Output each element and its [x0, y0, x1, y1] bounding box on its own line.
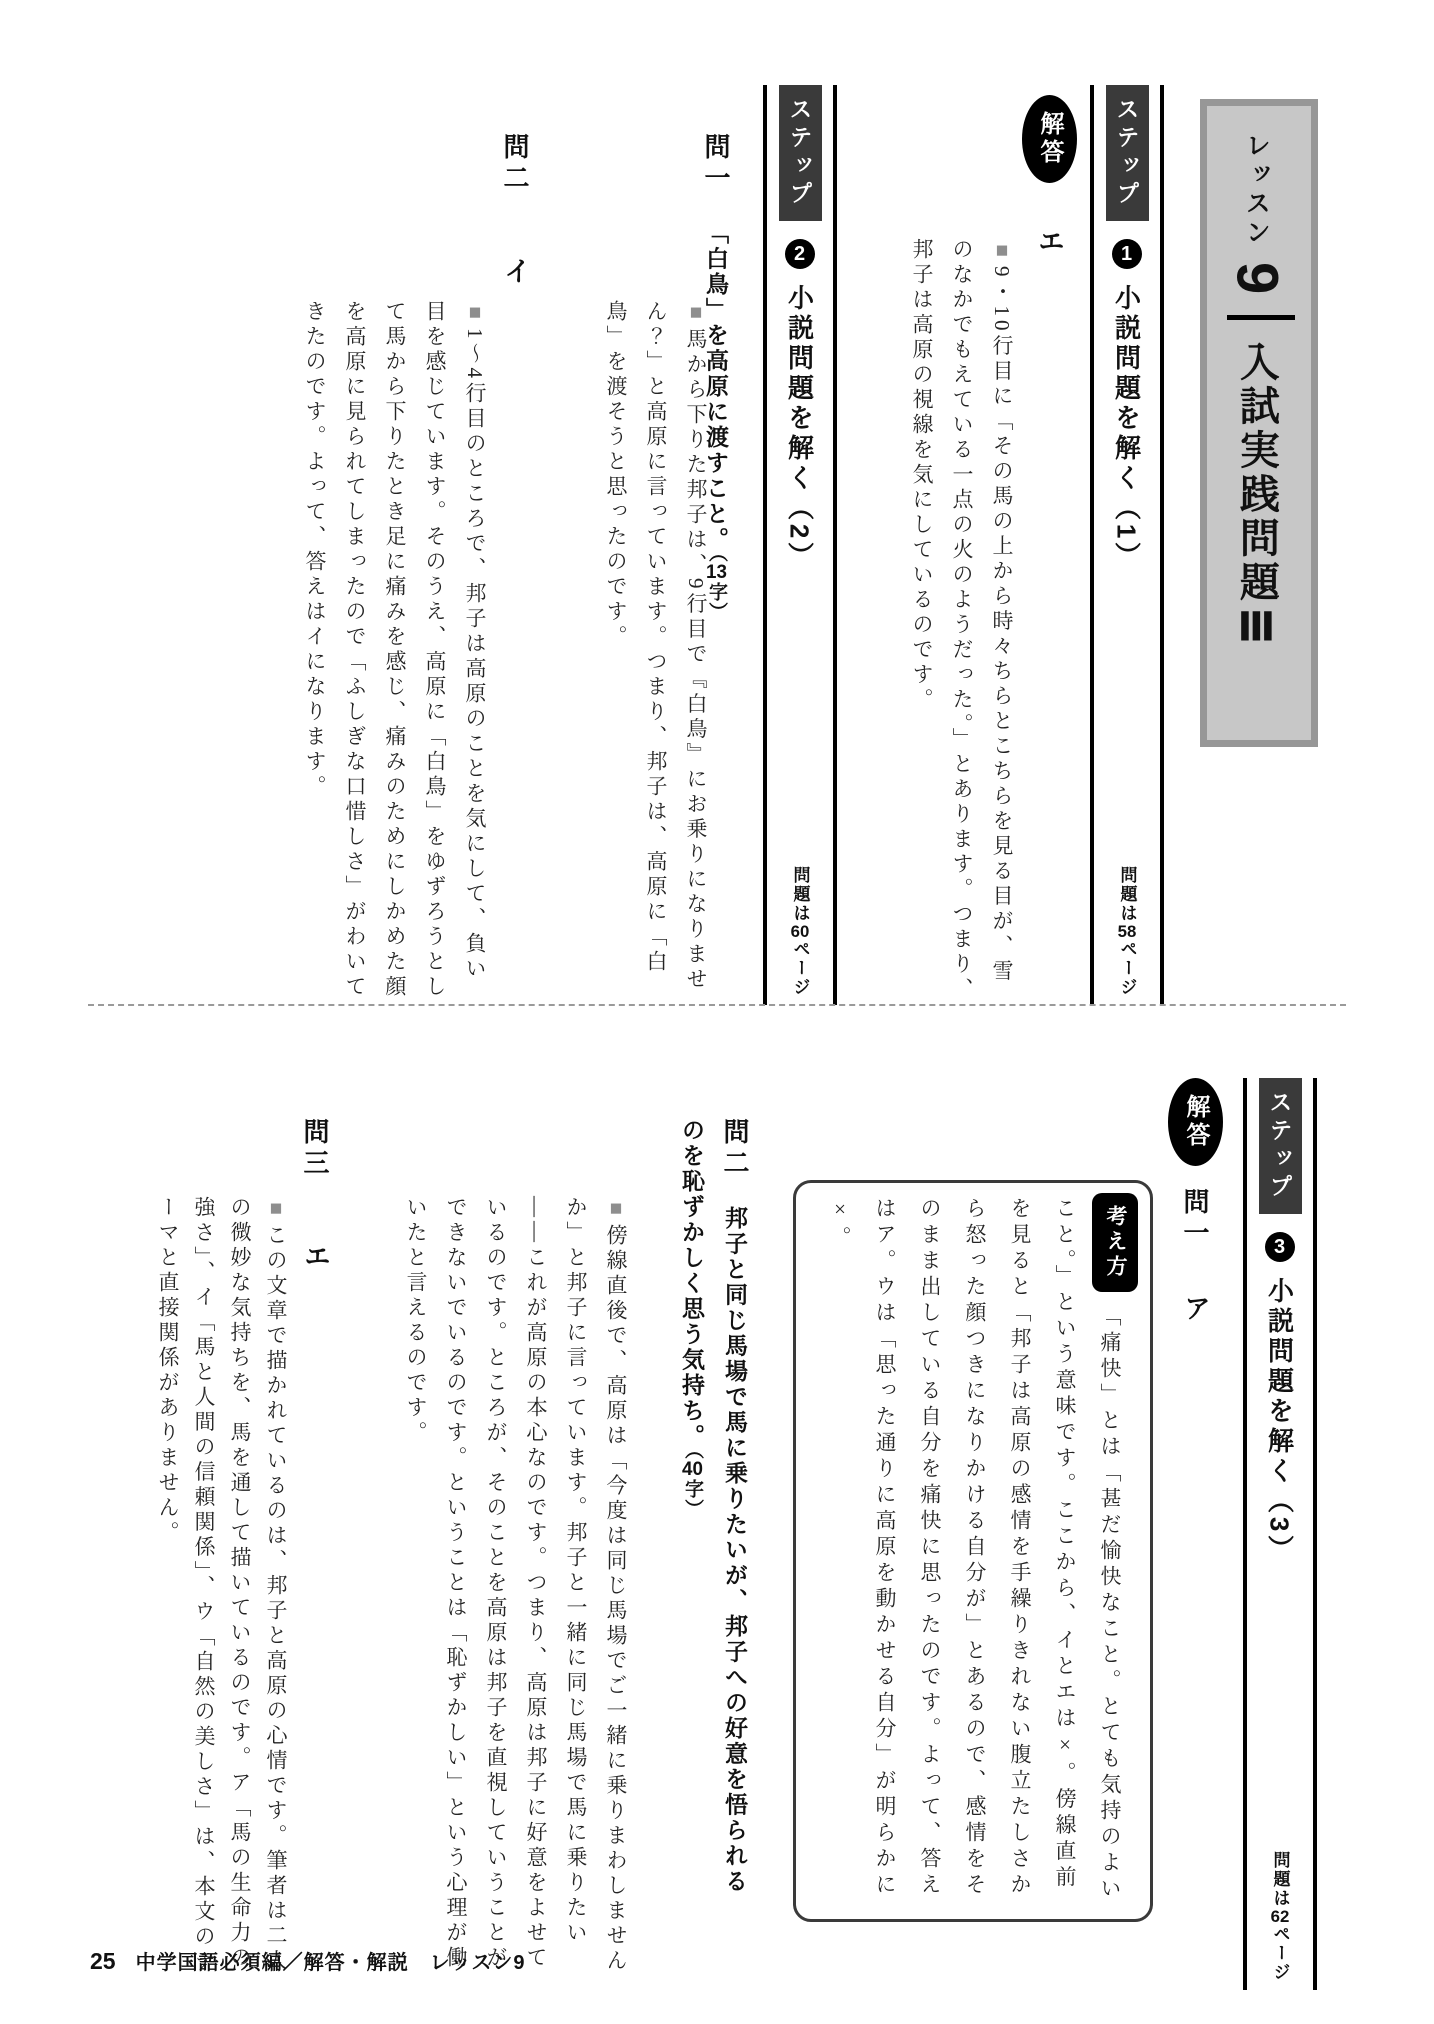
answer3-column [1168, 1078, 1223, 1418]
step1-title: 小説問題を解く（1） [1111, 283, 1142, 573]
count-number: 40 [682, 1460, 703, 1479]
question2-explanation [288, 300, 495, 1006]
paragraph-marker: ■ [684, 300, 708, 328]
page-ref-number: 58 [1117, 923, 1137, 940]
question2-answer-line [496, 133, 535, 453]
question3-answer-line [296, 1118, 335, 1438]
answer3-question-label: 問一 [1180, 1188, 1210, 1250]
question3-explanation [146, 1196, 294, 1990]
page-ref-number: 62 [1270, 1908, 1290, 1925]
step2-number-icon: 2 [785, 239, 815, 269]
kaito-badge: 解答 [1168, 1078, 1223, 1166]
question2b-explanation-text: 傍線直後で、高原は「今度は同じ馬場でご一緒に乗りまわしませんか」と邦子に言っています。邦子と一緒に同じ馬場で馬に乗りたい――これが高原の本心なのです。つまり、高原は邦子に好意をよせているのです。ところが、そのことを高原は邦子を直視していうことができないでいるのです。ということは「恥ずかしい」という心理が働いたと言えるのです。 [404, 1196, 628, 1974]
question2b-answer-line [670, 1118, 756, 1918]
question3-label: 問三 [300, 1118, 330, 1180]
question2-answer: イ [500, 257, 530, 284]
paragraph-marker: ■ [604, 1196, 628, 1224]
lesson-title-inner [1223, 106, 1294, 655]
paragraph-marker: ■ [990, 238, 1014, 266]
step-badge: ステップ [1259, 1078, 1302, 1214]
thinking-method-box [793, 1180, 1153, 1922]
page-ref-number: 60 [790, 923, 810, 940]
step2-column [763, 85, 837, 1005]
step3-column [1243, 1078, 1317, 1990]
step1-explanation [900, 238, 1022, 1006]
lesson-label: レッスン [1242, 132, 1271, 248]
question1-answer: 「白鳥」を高原に渡すこと。 [703, 221, 729, 553]
paragraph-marker: ■ [264, 1196, 288, 1224]
lesson-number: 9 [1224, 262, 1290, 295]
step2-title: 小説問題を解く（2） [784, 283, 815, 573]
kaito-badge: 解答 [1022, 95, 1077, 183]
answer1-letter: エ [1034, 227, 1064, 254]
lesson-title-box [1200, 99, 1318, 747]
step-badge: ステップ [1106, 85, 1149, 221]
step2-page-ref [788, 866, 813, 1005]
count-number: 13 [706, 563, 727, 582]
page-ref-suffix: ページ [1117, 940, 1137, 997]
question3-answer: エ [300, 1242, 330, 1269]
count-open: （ [706, 552, 727, 563]
step-badge: ステップ [779, 85, 822, 221]
step2-heading [779, 85, 822, 572]
step1-explanation-text: 9・10行目に「その馬の上から時々ちらとこちらを見る目が、雪のなかでもえている一点の火のようだった。」とあります。つまり、邦子は高原の視線を気にしているのです。 [910, 238, 1014, 1003]
question1-label: 問一 [701, 133, 731, 195]
step1-heading [1106, 85, 1149, 572]
question2-label: 問二 [500, 133, 530, 195]
page-ref-prefix: 問題は [790, 866, 810, 923]
paragraph-marker: ■ [463, 300, 487, 328]
step3-heading [1259, 1078, 1302, 1565]
page-ref-suffix: ページ [1270, 1925, 1290, 1982]
step1-column [1090, 85, 1164, 1005]
section-divider-dashed [88, 1004, 1346, 1006]
lesson-divider-rule [1227, 315, 1295, 320]
question1-explanation [598, 300, 716, 1006]
question2b-explanation [388, 1196, 636, 1990]
question2b-char-count [682, 1450, 703, 1520]
question2b-answer: 邦子と同じ馬場で馬に乗りたいが、邦子への好意を悟られるのを恥ずかしく思う気持ち。 [679, 1118, 748, 1895]
count-close: 字） [682, 1479, 703, 1519]
step1-number-icon: 1 [1112, 239, 1142, 269]
step1-page-ref [1115, 866, 1140, 1005]
page-footer [90, 1946, 526, 1975]
step3-number-icon: 3 [1265, 1232, 1295, 1262]
step3-title: 小説問題を解く（3） [1264, 1276, 1295, 1566]
count-open: （ [682, 1449, 703, 1460]
page-ref-prefix: 問題は [1117, 866, 1137, 923]
page-ref-suffix: ページ [790, 940, 810, 997]
question3-explanation-text: この文章で描かれているのは、邦子と高原の心情です。筆者は二人の微妙な気持ちを、馬を通して描いているのです。ア「馬の生命力の強さ」、イ「馬と人間の信頼関係」、ウ「自然の美しさ」は、本文のテーマと直接関係がありません。 [156, 1196, 288, 1975]
lesson-title: 入試実践問題Ⅲ [1234, 340, 1279, 655]
footer-text: 中学国語必須編／解答・解説 レッスン9 [135, 1952, 526, 1974]
answer3-letter: ア [1180, 1294, 1210, 1321]
step3-page-ref [1268, 1851, 1293, 1990]
thinking-method-badge: 考え方 [1092, 1193, 1138, 1292]
page-ref-prefix: 問題は [1270, 1851, 1290, 1908]
answer1-column [1022, 95, 1077, 375]
thinking-method-text: 「痛快」とは「甚だ愉快なこと。とても気持のよいこと。」という意味です。ここから、イとエは×。傍線直前を見ると「邦子は高原の感情を手繰りきれない腹立たしさから怒った顔つきになりかける自分が」とあるので、感情をそのまま出している自分を痛快に思ったのです。よって、答えはア。ウは「思った通りに高原を動かせる自分」が明らかに×。 [828, 1197, 1122, 1903]
question2b-label: 問二 [720, 1118, 750, 1180]
page-number: 25 [90, 1948, 116, 1974]
question1-explanation-text: 馬から下りた邦子は、9行目で『白鳥』にお乗りになりません？」と高原に言っています。つまり、邦子は、高原に「白鳥」を渡そうと思ったのです。 [604, 300, 708, 993]
question2-explanation-text: 1～4行目のところで、邦子は高原のことを気にして、負い目を感じています。そのうえ、高原に「白鳥」をゆずろうとして馬から下りたとき足に痛みを感じ、痛みのためにしかめた顔を高原に見られてしまったので「ふしぎな口惜しさ」がわいてきたのです。よって、答えはイになります。 [303, 300, 487, 1000]
count-close: 字） [706, 582, 727, 622]
